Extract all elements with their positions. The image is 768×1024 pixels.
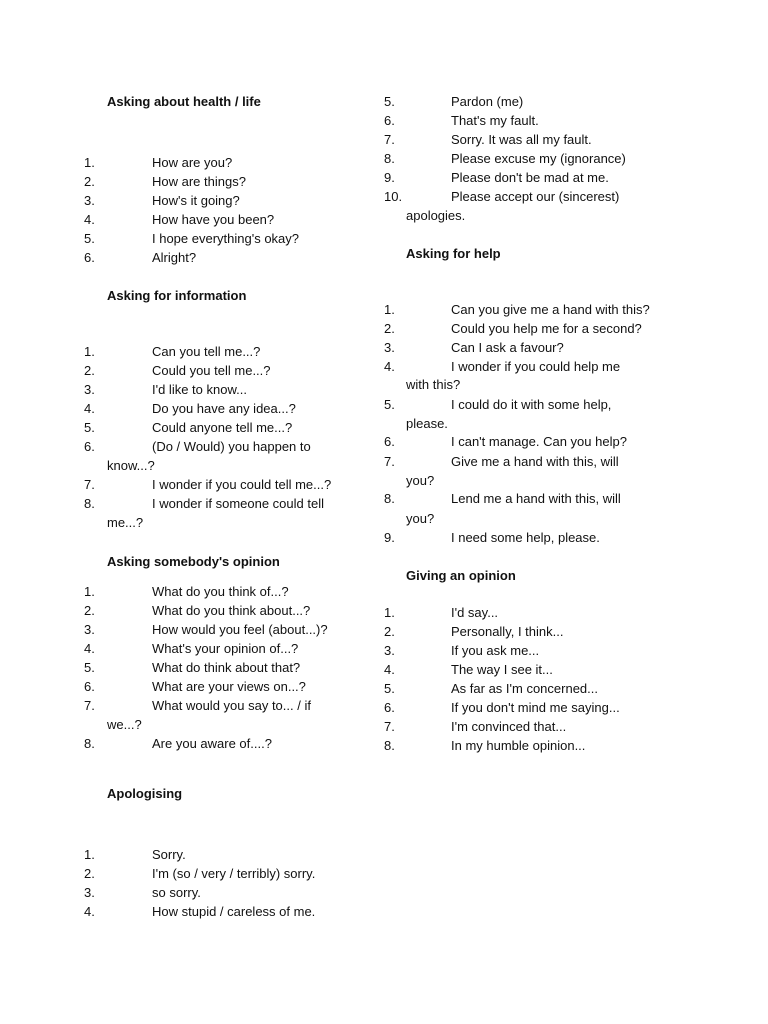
- list-text: That's my fault.: [451, 113, 539, 128]
- list-number: 3.: [84, 193, 95, 208]
- list-number: 4.: [84, 401, 95, 416]
- section-heading-opinion-ask: Asking somebody's opinion: [107, 554, 280, 569]
- list-item-continuation: me...?: [107, 515, 144, 530]
- list-text: How stupid / careless of me.: [152, 904, 316, 919]
- list-item-continuation: please.: [406, 416, 448, 431]
- list-text: I wonder if you could help me: [451, 359, 621, 374]
- list-number: 6.: [384, 700, 395, 715]
- list-text: Please excuse my (ignorance): [451, 151, 626, 166]
- list-number: 5.: [84, 660, 95, 675]
- list-text: The way I see it...: [451, 662, 553, 677]
- list-number: 1.: [84, 344, 95, 359]
- list-number: 6.: [84, 439, 95, 454]
- list-text: Please accept our (sincerest): [451, 189, 620, 204]
- list-text: I'd like to know...: [152, 382, 247, 397]
- list-text: If you ask me...: [451, 643, 540, 658]
- list-text: I wonder if someone could tell: [152, 496, 324, 511]
- list-text: What's your opinion of...?: [152, 641, 299, 656]
- list-number: 2.: [84, 363, 95, 378]
- list-text: I hope everything's okay?: [152, 231, 300, 246]
- section-heading-information: Asking for information: [107, 288, 247, 303]
- list-text: Alright?: [152, 250, 197, 265]
- list-number: 8.: [84, 496, 95, 511]
- list-number: 1.: [84, 584, 95, 599]
- list-text: Can you give me a hand with this?: [451, 302, 650, 317]
- list-number: 6.: [384, 113, 395, 128]
- list-text: What do you think about...?: [152, 603, 311, 618]
- list-text: Could anyone tell me...?: [152, 420, 293, 435]
- list-number: 1.: [84, 847, 95, 862]
- list-number: 2.: [84, 603, 95, 618]
- list-number: 8.: [84, 736, 95, 751]
- list-number: 4.: [84, 904, 95, 919]
- list-item-continuation: apologies.: [406, 208, 466, 223]
- list-text: I'm (so / very / terribly) sorry.: [152, 866, 316, 881]
- list-text: What do think about that?: [152, 660, 301, 675]
- list-text: How are things?: [152, 174, 246, 189]
- list-number: 8.: [384, 151, 395, 166]
- list-text: Sorry.: [152, 847, 186, 862]
- list-number: 2.: [84, 866, 95, 881]
- list-text: How are you?: [152, 155, 233, 170]
- list-number: 7.: [384, 132, 395, 147]
- list-number: 2.: [84, 174, 95, 189]
- list-number: 1.: [384, 302, 395, 317]
- list-text: so sorry.: [152, 885, 201, 900]
- section-heading-help: Asking for help: [406, 246, 501, 261]
- list-text: Could you tell me...?: [152, 363, 271, 378]
- list-text: Please don't be mad at me.: [451, 170, 609, 185]
- list-number: 9.: [384, 170, 395, 185]
- list-number: 5.: [384, 94, 395, 109]
- list-text: I'm convinced that...: [451, 719, 567, 734]
- list-number: 4.: [384, 359, 395, 374]
- list-item-continuation: we...?: [107, 717, 142, 732]
- list-number: 6.: [84, 250, 95, 265]
- list-text: How have you been?: [152, 212, 275, 227]
- list-text: As far as I'm concerned...: [451, 681, 598, 696]
- list-number: 5.: [84, 420, 95, 435]
- section-heading-opinion-give: Giving an opinion: [406, 568, 516, 583]
- list-text: Do you have any idea...?: [152, 401, 296, 416]
- list-number: 10.: [384, 189, 403, 204]
- list-text: Are you aware of....?: [152, 736, 272, 751]
- list-text: What are your views on...?: [152, 679, 306, 694]
- section-heading-health: Asking about health / life: [107, 94, 261, 109]
- list-number: 4.: [84, 212, 95, 227]
- list-number: 6.: [84, 679, 95, 694]
- list-text: Lend me a hand with this, will: [451, 491, 621, 506]
- list-number: 3.: [384, 340, 395, 355]
- list-number: 2.: [384, 321, 395, 336]
- section-heading-apologising: Apologising: [107, 786, 183, 801]
- list-text: I could do it with some help,: [451, 397, 612, 412]
- list-number: 4.: [84, 641, 95, 656]
- list-text: I wonder if you could tell me...?: [152, 477, 332, 492]
- list-text: Can I ask a favour?: [451, 340, 564, 355]
- list-number: 8.: [384, 738, 395, 753]
- list-text: Can you tell me...?: [152, 344, 261, 359]
- list-number: 7.: [84, 477, 95, 492]
- list-item-continuation: you?: [406, 473, 435, 488]
- list-number: 2.: [384, 624, 395, 639]
- list-number: 3.: [384, 643, 395, 658]
- list-text: I'd say...: [451, 605, 499, 620]
- list-text: What do you think of...?: [152, 584, 289, 599]
- list-number: 7.: [384, 454, 395, 469]
- list-number: 3.: [84, 622, 95, 637]
- list-number: 5.: [384, 681, 395, 696]
- list-number: 9.: [384, 530, 395, 545]
- list-text: In my humble opinion...: [451, 738, 586, 753]
- list-item-continuation: you?: [406, 511, 435, 526]
- list-text: What would you say to... / if: [152, 698, 311, 713]
- list-number: 5.: [384, 397, 395, 412]
- list-number: 3.: [84, 382, 95, 397]
- list-text: I need some help, please.: [451, 530, 600, 545]
- list-number: 8.: [384, 491, 395, 506]
- list-text: (Do / Would) you happen to: [152, 439, 311, 454]
- list-text: Sorry. It was all my fault.: [451, 132, 592, 147]
- list-number: 7.: [384, 719, 395, 734]
- list-number: 7.: [84, 698, 95, 713]
- list-text: I can't manage. Can you help?: [451, 434, 627, 449]
- list-text: Personally, I think...: [451, 624, 564, 639]
- list-number: 6.: [384, 434, 395, 449]
- list-number: 5.: [84, 231, 95, 246]
- list-item-continuation: know...?: [107, 458, 155, 473]
- list-text: Could you help me for a second?: [451, 321, 642, 336]
- list-text: How's it going?: [152, 193, 240, 208]
- list-number: 1.: [84, 155, 95, 170]
- list-text: How would you feel (about...)?: [152, 622, 328, 637]
- list-number: 4.: [384, 662, 395, 677]
- list-text: If you don't mind me saying...: [451, 700, 620, 715]
- list-text: Pardon (me): [451, 94, 524, 109]
- list-number: 1.: [384, 605, 395, 620]
- list-text: Give me a hand with this, will: [451, 454, 619, 469]
- list-item-continuation: with this?: [406, 377, 461, 392]
- list-number: 3.: [84, 885, 95, 900]
